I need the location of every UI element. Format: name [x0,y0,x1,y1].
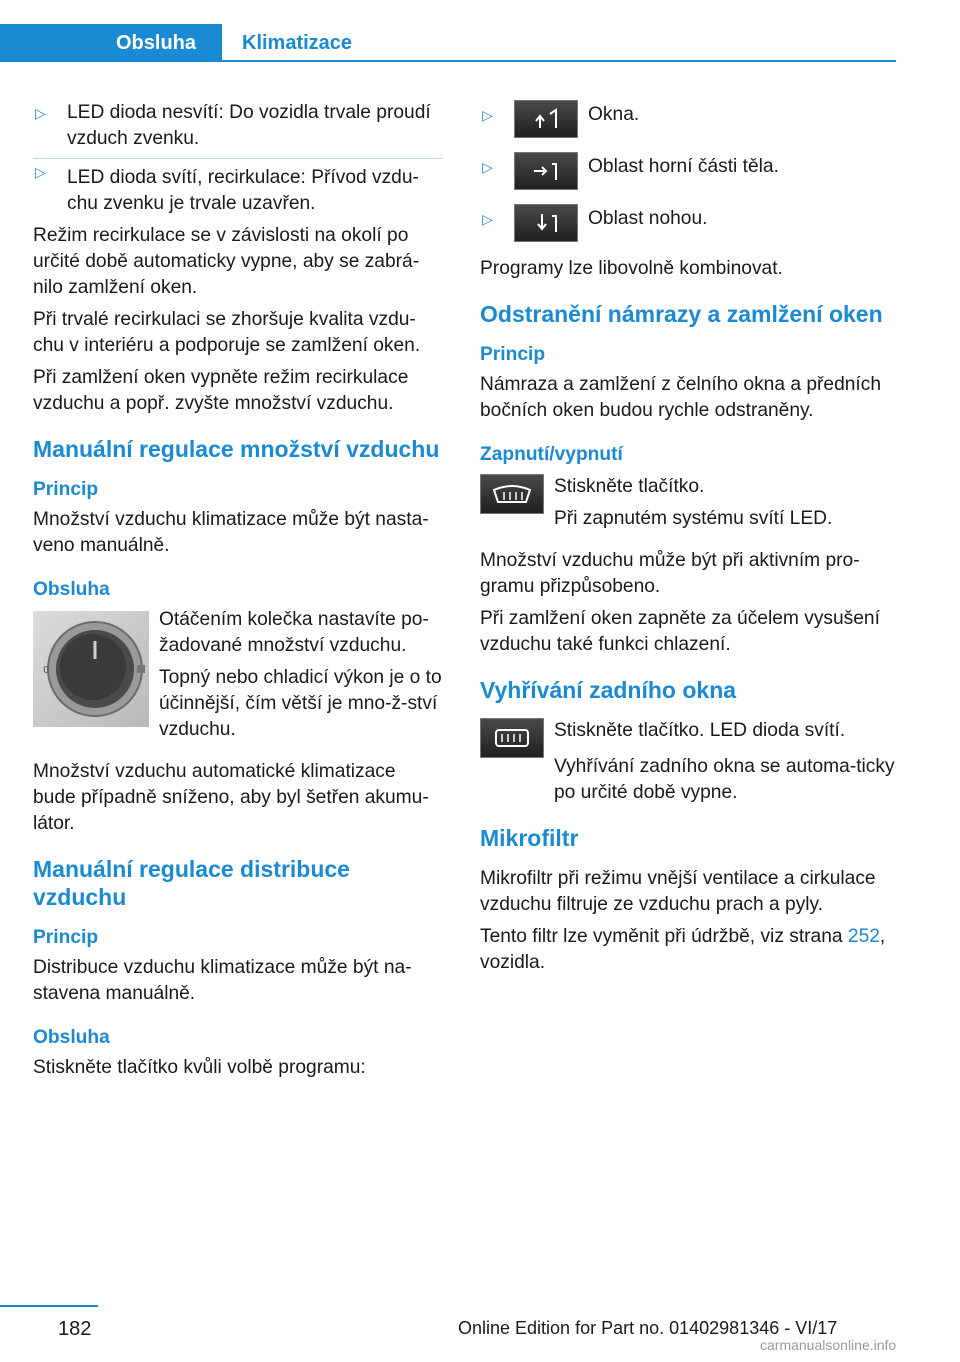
rear-window-text [554,718,845,750]
paragraph: Při zamlžení oken vypněte režim recirkulace vzduchu a popř. zvyšte množství vzduchu. [33,367,409,414]
replace-text: Tento filtr lze vyměnit při údržbě, viz strana [480,926,848,947]
section-heading: Mikrofiltr [480,825,579,851]
subheading: Princip [33,479,99,500]
paragraph: Topný nebo chladicí výkon je o to účinnější, čím větší je mno-ž-ství vzduchu. [159,667,442,740]
rear-window-button[interactable] [480,718,544,758]
subheading: Princip [480,344,546,365]
header-bar [0,24,896,62]
icon-bullet-text: ▷ Okna. [588,104,640,125]
paragraph: Při zamlžení oken zapněte za účelem vysušení vzduchu také funkci chlazení. [480,608,880,655]
paragraph: Programy lze libovolně kombinovat. [480,258,783,279]
replace-text-end: , vozidla. [480,926,886,973]
paragraph: Distribuce vzduchu klimatizace může být na-stavena manuálně. [33,957,412,1004]
paragraph: Režim recirkulace se v závislosti na okolí po určité době automaticky vypne, aby se zabrá-nilo zamlžení oken. [33,225,420,298]
tab-obsluha[interactable] [0,24,222,62]
paragraph: Mikrofiltr při režimu vnější ventilace a cirkulace vzduchu filtruje ze vzduchu prach a pyly. [480,868,876,915]
subheading: Obsluha [33,579,110,600]
paragraph: Při zapnutém systému svítí LED. [554,508,833,529]
list-item [480,100,896,152]
footwell-button[interactable] [514,204,578,242]
right-column [480,100,896,982]
bullet-text: LED dioda svítí, recirkulace: Přívod vzdu-chu zvenku je trvale uzavřen. [67,167,419,214]
paragraph: Množství vzduchu klimatizace může být nasta-veno manuálně. [33,509,429,556]
paragraph: Při trvalé recirkulaci se zhoršuje kvalita vzdu-chu v interiéru a podporuje se zamlžení oken. [33,309,421,356]
watermark: carmanualsonline.info [760,1337,897,1353]
knob-image [33,611,149,727]
rear-window-row [480,718,896,758]
left-column [33,100,443,1087]
section-heading: Vyhřívání zadního okna [480,677,737,703]
tab-klimatizace-label: Klimatizace [242,31,353,54]
defrost-button[interactable] [480,474,544,514]
tab-klimatizace[interactable] [222,24,352,62]
edition-footer: Online Edition for Part no. 01402981346 - VI/17 [458,1318,838,1338]
paragraph: Námraza a zamlžení z čelního okna a předních bočních oken budou rychle odstraněny. [480,374,882,421]
tab-obsluha-label: Obsluha [115,31,196,54]
paragraph: Množství vzduchu může být při aktivním pro-gramu přizpůsobeno. [480,550,860,597]
subheading: Zapnutí/vypnutí [480,444,623,465]
knob-text [159,607,443,749]
paragraph: Stiskněte tlačítko. [554,476,705,497]
windshield-defrost-icon [490,480,534,508]
section-heading: Odstranění námrazy a zamlžení oken [480,301,883,327]
airflow-windows-icon [526,106,566,132]
icon-bullet-text: ▷ Oblast nohou. [588,208,708,229]
list-item [33,100,443,158]
list-item [33,158,443,223]
header-rule [222,60,896,62]
defrost-row [480,474,896,538]
section-heading: Manuální regulace množství vzduchu [33,436,440,462]
defrost-text [554,474,832,538]
paragraph: Stiskněte tlačítko kvůli volbě programu: [33,1057,366,1078]
subheading: Obsluha [33,1027,110,1048]
page-link[interactable]: 252 [847,926,880,947]
page-number-rule [0,1305,98,1307]
section-heading: Manuální regulace distribuce vzduchu [33,856,350,910]
airflow-footwell-icon [526,210,566,236]
paragraph: Stiskněte tlačítko. LED dioda svítí. [554,720,846,741]
windows-button[interactable] [514,100,578,138]
page-number: 182 [58,1318,92,1340]
knob-row [33,607,443,749]
svg-text:0: 0 [43,665,50,676]
upper-body-button[interactable] [514,152,578,190]
bullet-text: LED dioda nesvítí: Do vozidla trvale proudí vzduch zvenku. [67,102,431,149]
paragraph: Otáčením kolečka nastavíte po-žadované množství vzduchu. [159,609,429,656]
dial-knob-icon [33,611,149,727]
airflow-upper-body-icon [526,158,566,184]
paragraph: Vyhřívání zadního okna se automa-ticky po určité době vypne. [554,756,895,803]
list-item [480,204,896,256]
subheading: Princip [33,927,99,948]
paragraph [480,924,896,976]
rear-window-heating-icon [490,724,534,752]
icon-bullet-text: ▷ Oblast horní části těla. [588,156,779,177]
paragraph: Množství vzduchu automatické klimatizace bude případně sníženo, aby byl šetřen akumu-látor. [33,761,429,834]
list-item [480,152,896,204]
